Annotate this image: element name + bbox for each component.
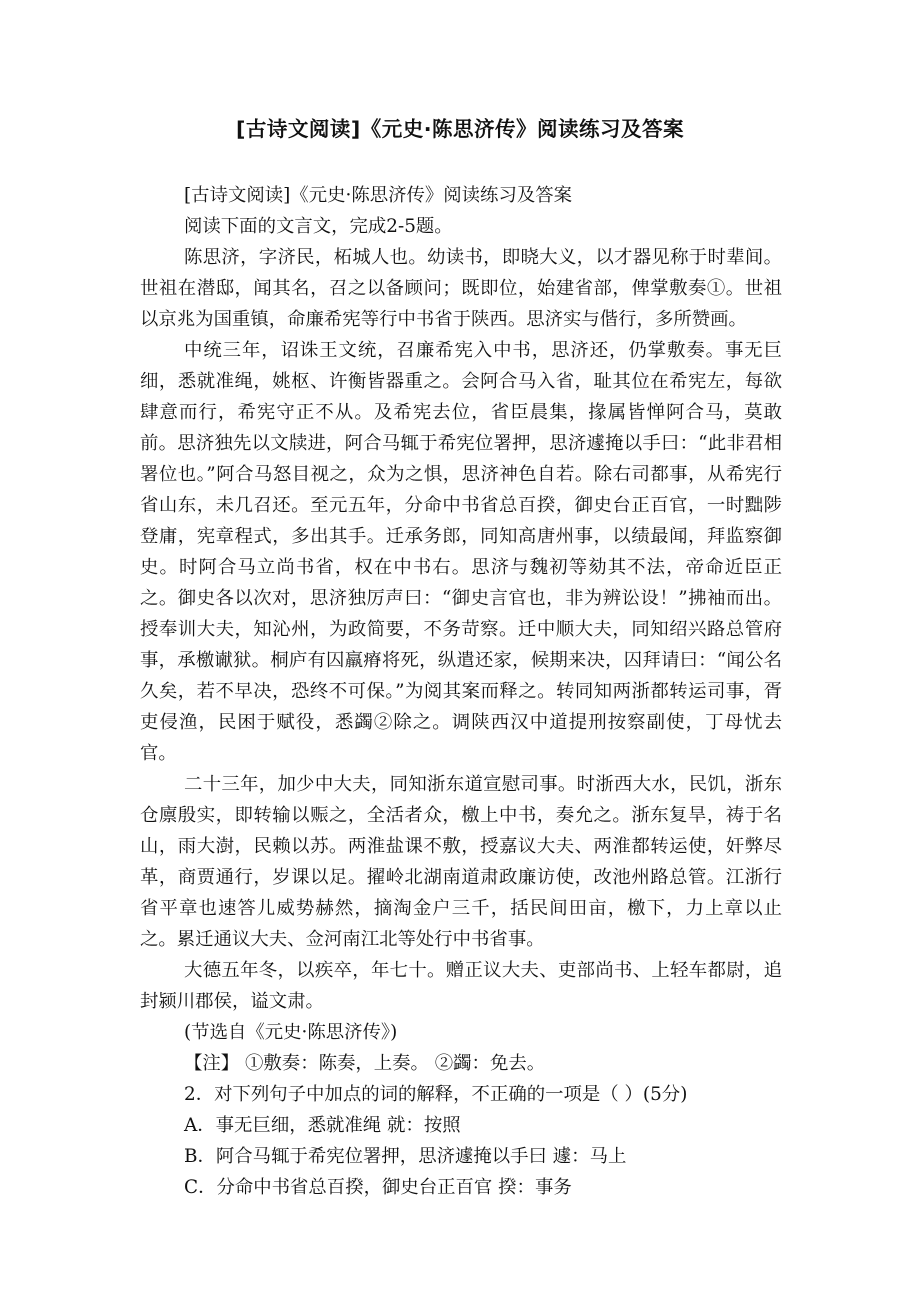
passage-paragraph-2: 中统三年，诏诛王文统，召廉希宪入中书，思济还，仍掌敷奏。事无巨细，悉就准绳，姚枢、许衡皆器重之。会阿合马入省，耻其位在希宪左，每欲肆意而行，希宪守正不从。及希宪去位，省臣晨集，掾属皆惮阿合马，莫敢前。思济独先以文牍进，阿合马辄于希宪位署押，思济遽掩以手曰：“此非君相署位也。”阿合马怒目视之，众为之惧，思济神色自若。除右司都事，从希宪行省山东，未几召还。至元五年，分命中书省总百揆，御史台正百官，一时黜陟登庸，宪章程式，多出其手。迁承务郎，同知高唐州事，以绩最闻，拜监察御史。时阿合马立尚书省，权在中书右。思济与魏初等劾其不法，帝命近臣正之。御史各以次对，思济独厉声曰：“御史言官也，非为辨讼设！”拂袖而出。授奉训大夫，知沁州，为政简要，不务苛察。迁中顺大夫，同知绍兴路总管府事，承檄谳狱。桐庐有囚羸瘠将死，纵遣还家，候期来决，囚拜请曰：“闻公名久矣，若不早决，恐终不可保。”为阅其案而释之。转同知两浙都转运司事，胥吏侵渔，民困于赋役，悉蠲②除之。调陕西汉中道提刑按察副使，丁母忧去官。 xyxy=(140,340,782,764)
question-2: 2．对下列句子中加点的词的解释，不正确的一项是（ ）(5分) xyxy=(184,1084,688,1105)
source-note: (节选自《元史·陈思济传》) xyxy=(184,1022,398,1043)
passage-paragraph-3: 二十三年，加少中大夫，同知浙东道宣慰司事。时浙西大水，民饥，浙东仓廪殷实，即转输以赈之，全活者众，檄上中书，奏允之。浙东复旱，祷于名山，雨大澍，民赖以苏。两淮盐课不敷，授嘉议大夫、两淮都转运使，奸弊尽革，商贾通行，岁课以足。擢岭北湖南道肃政廉访使，改池州路总管。江浙行省平章也速答儿威势赫然，摘淘金户三千，括民间田亩，檄下，力上章以止之。累迁通议大夫、佥河南江北等处行中书省事。 xyxy=(140,774,782,950)
subtitle-line: [古诗文阅读]《元史·陈思济传》阅读练习及答案 xyxy=(184,185,573,206)
option-a: A．事无巨细，悉就准绳 就：按照 xyxy=(184,1115,461,1136)
option-b: B．阿合马辄于希宪位署押，思济遽掩以手曰 遽：马上 xyxy=(184,1146,627,1167)
document-title: [古诗文阅读]《元史·陈思济传》阅读练习及答案 xyxy=(235,117,685,141)
passage-paragraph-1: 陈思济，字济民，柘城人也。幼读书，即晓大义，以才器见称于时辈间。世祖在潜邸，闻其名，召之以备顾问；既即位，始建省部，俾掌敷奏①。世祖以京兆为国重镇，命廉希宪等行中书省于陕西。思济实与偕行，多所赞画。 xyxy=(140,247,782,330)
document-body xyxy=(140,180,782,1203)
passage-paragraph-4: 大德五年冬，以疾卒，年七十。赠正议大夫、吏部尚书、上轻车都尉，追封颍川郡侯，谥文肃。 xyxy=(140,960,782,1012)
option-c: C．分命中书省总百揆，御史台正百官 揆：事务 xyxy=(184,1177,572,1198)
annotation-note: 【注】 ①敷奏：陈奏，上奏。 ②蠲：免去。 xyxy=(184,1053,546,1074)
instruction-line: 阅读下面的文言文，完成2-5题。 xyxy=(184,216,453,237)
